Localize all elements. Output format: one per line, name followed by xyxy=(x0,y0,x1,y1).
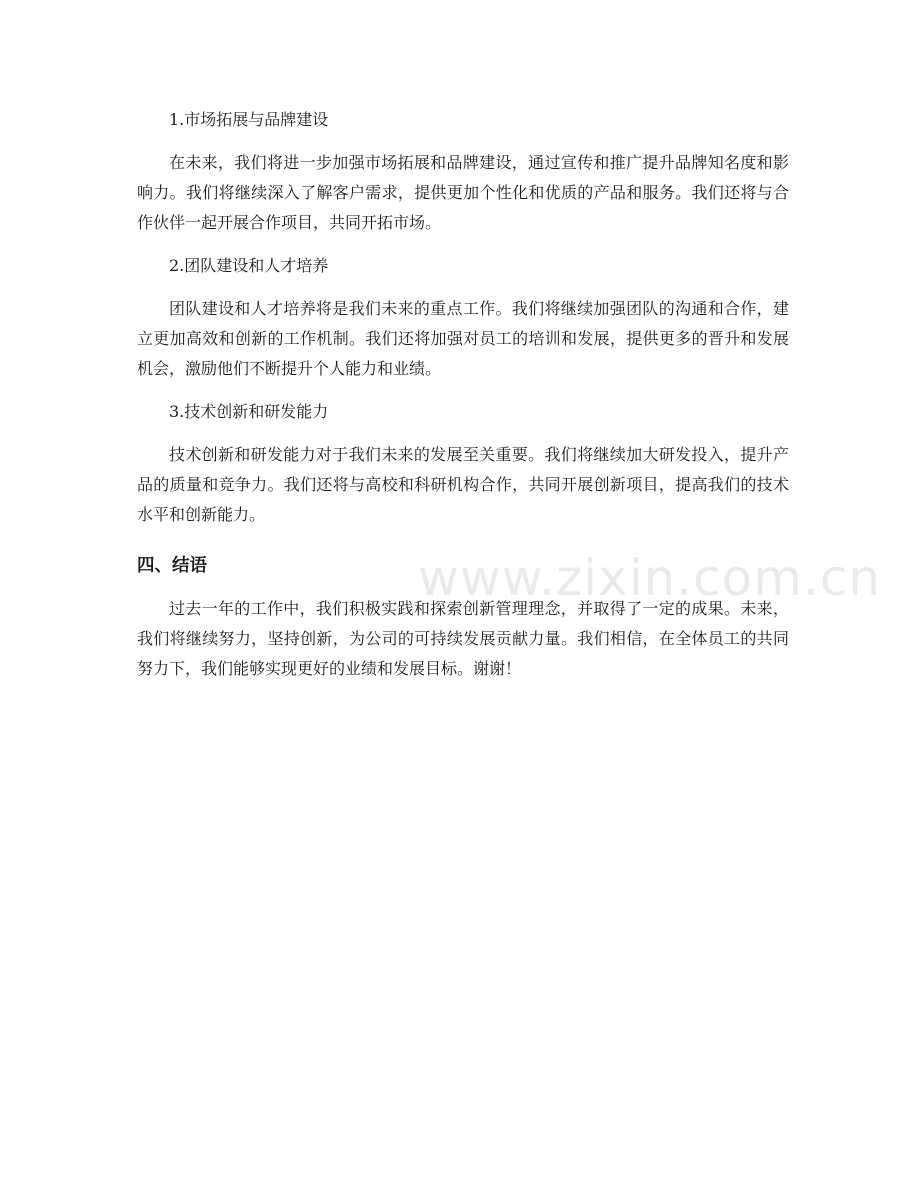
document-body xyxy=(137,106,789,698)
section-heading-conclusion: 四、结语 xyxy=(137,556,207,576)
watermark-text: www.zixin.com.cn xyxy=(418,549,882,607)
subheading-market-brand: 1.市场拓展与品牌建设 xyxy=(169,110,329,129)
subheading-team-talent: 2.团队建设和人才培养 xyxy=(169,256,329,275)
subheading-tech-rnd: 3.技术创新和研发能力 xyxy=(169,402,329,421)
paragraph-conclusion: 过去一年的工作中，我们积极实践和探索创新管理理念，并取得了一定的成果。未来，我们将继续努力，坚持创新，为公司的可持续发展贡献力量。我们相信，在全体员工的共同努力下，我们能够实现更好的业绩和发展目标。谢谢！ xyxy=(137,599,789,678)
paragraph-tech-rnd: 技术创新和研发能力对于我们未来的发展至关重要。我们将继续加大研发投入，提升产品的质量和竞争力。我们还将与高校和科研机构合作，共同开展创新项目，提高我们的技术水平和创新能力。 xyxy=(137,445,789,524)
paragraph-team-talent: 团队建设和人才培养将是我们未来的重点工作。我们将继续加强团队的沟通和合作，建立更加高效和创新的工作机制。我们还将加强对员工的培训和发展，提供更多的晋升和发展机会，激励他们不断提升个人能力和业绩。 xyxy=(137,299,789,378)
paragraph-market-brand: 在未来，我们将进一步加强市场拓展和品牌建设，通过宣传和推广提升品牌知名度和影响力。我们将继续深入了解客户需求，提供更加个性化和优质的产品和服务。我们还将与合作伙伴一起开展合作项目，共同开拓市场。 xyxy=(137,153,789,232)
